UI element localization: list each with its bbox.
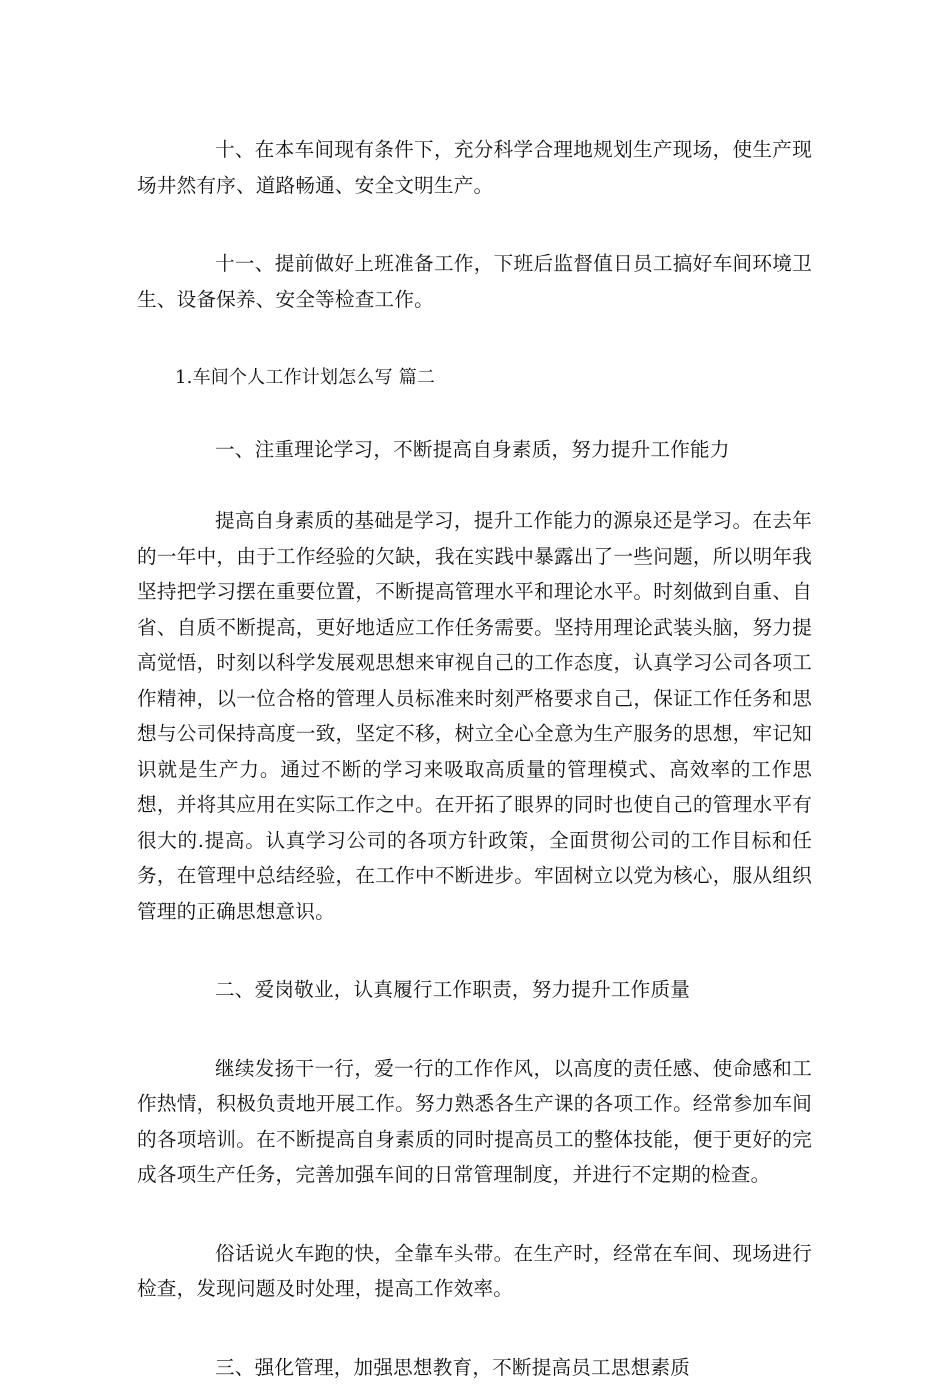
section-1-body: 提高自身素质的基础是学习，提升工作能力的源泉还是学习。在去年的一年中，由于工作经验的欠缺，我在实践中暴露出了一些问题，所以明年我坚持把学习摆在重要位置，不断提高管理水平和理论水平。时刻做到自重、自省、自质不断提高，更好地适应工作任务需要。坚持用理论武装头脑，努力提高觉悟，时刻以科学发展观思想来审视自己的工作态度，认真学习公司各项工作精神，以一位合格的管理人员标准来时刻严格要求自己，保证工作任务和思想与公司保持高度一致，坚定不移，树立全心全意为生产服务的思想，牢记知识就是生产力。通过不断的学习来吸取高质量的管理模式、高效率的工作思想，并将其应用在实际工作之中。在开拓了眼界的同时也使自己的管理水平有很大的.提高。认真学习公司的各项方针政策，全面贯彻公司的工作目标和任务，在管理中总结经验，在工作中不断进步。牢固树立以党为核心，服从组织管理的正确思想意识。 (137, 503, 812, 929)
section-2-heading: 二、爱岗敬业，认真履行工作职责，努力提升工作质量 (137, 972, 812, 1008)
paragraph-11: 十一、提前做好上班准备工作，下班后监督值日员工搞好车间环境卫生、设备保养、安全等检查工作。 (137, 246, 812, 317)
section-1-heading: 一、注重理论学习，不断提高自身素质，努力提升工作能力 (137, 432, 812, 468)
section-3-heading: 三、强化管理，加强思想教育，不断提高员工思想素质 (137, 1350, 812, 1385)
section-2-body: 继续发扬干一行，爱一行的工作作风，以高度的责任感、使命感和工作热情，积极负责地开展工作。努力熟悉各生产课的各项工作。经常参加车间的各项培训。在不断提高自身素质的同时提高员工的整体技能，便于更好的完成各项生产任务，完善加强车间的日常管理制度，并进行不定期的检查。 (137, 1051, 812, 1193)
document-body (137, 132, 812, 1385)
paragraph-10: 十、在本车间现有条件下，充分科学合理地规划生产现场，使生产现场井然有序、道路畅通、安全文明生产。 (137, 132, 812, 203)
section-title: 1.车间个人工作计划怎么写 篇二 (137, 360, 812, 396)
section-2-body-2: 俗话说火车跑的快，全靠车头带。在生产时，经常在车间、现场进行检查，发现问题及时处理，提高工作效率。 (137, 1236, 812, 1307)
